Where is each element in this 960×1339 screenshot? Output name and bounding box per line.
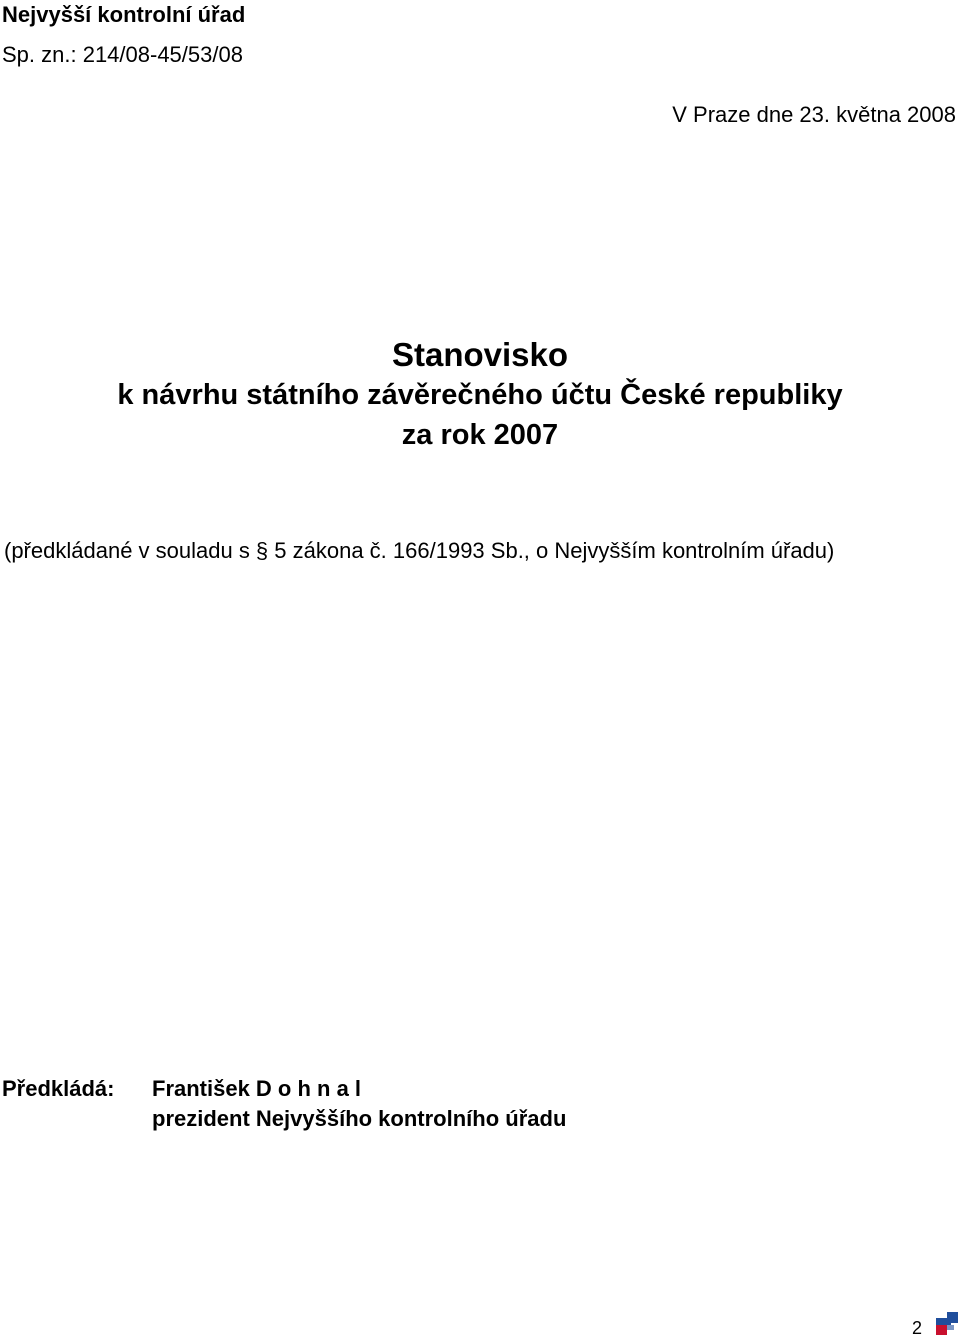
document-date: V Praze dne 23. května 2008	[672, 102, 956, 127]
title-main: Stanovisko	[391, 336, 569, 373]
submitter-role: prezident Nejvyššího kontrolního úřadu	[152, 1106, 567, 1131]
reference-number: Sp. zn.: 214/08-45/53/08	[2, 42, 243, 67]
title-line-2: k návrhu státního závěrečného účtu České republiky	[117, 379, 843, 411]
title-line-3: za rok 2007	[401, 419, 559, 451]
organization-name: Nejvyšší kontrolní úřad	[2, 2, 246, 27]
submitter-label: Předkládá:	[2, 1076, 115, 1101]
document-title	[0, 335, 960, 455]
page-number: 2	[912, 1318, 923, 1338]
legal-basis: (předkládané v souladu s § 5 zákona č. 166/1993 Sb., o Nejvyšším kontrolním úřadu)	[4, 538, 835, 563]
nku-logo-icon	[934, 1312, 960, 1337]
submitter-name: František D o h n a l	[152, 1076, 362, 1101]
